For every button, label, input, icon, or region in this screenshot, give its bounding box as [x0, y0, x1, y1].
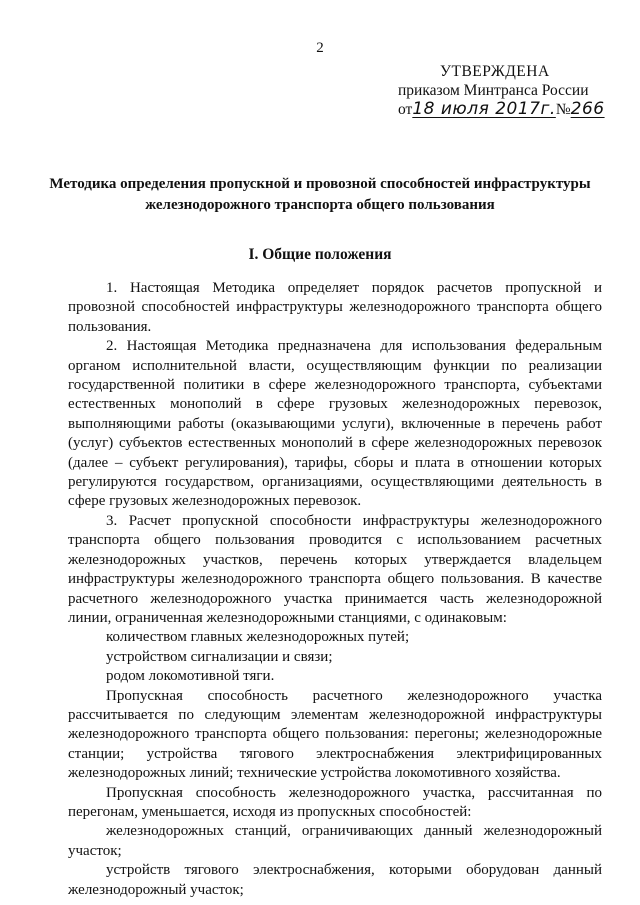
list-item: железнодорожных станций, ограничивающих данный железнодорожный участок;: [68, 823, 602, 859]
page-number: 2: [316, 40, 324, 56]
date-prefix: от: [398, 101, 413, 118]
paragraph-throughput-reduction: Пропускная способность железнодорожного участка, рассчитанная по перегонам, уменьшается, исходя из пропускных способностей:: [68, 784, 602, 820]
handwritten-date: 18 июля 2017г.: [412, 99, 556, 119]
approval-order: приказом Минтранса России: [398, 82, 589, 99]
number-prefix: №: [555, 101, 571, 118]
document-body: [68, 279, 602, 900]
approval-title: УТВЕРЖДЕНА: [440, 63, 550, 80]
approval-stamp: [398, 62, 628, 119]
section-heading: I. Общие положения: [248, 246, 392, 263]
paragraph-3: 3. Расчет пропускной способности инфраструктуры железнодорожного транспорта общего пользования проводится с использованием расчетных железнодорожных участков, перечень которых утверждается владельцем инфраструктуры железнодорожного транспорта общего пользования. В качестве расчетного железнодорожного участка принимается часть железнодорожной линии, ограниченная железнодорожными станциями, с одинаковым:: [68, 512, 602, 626]
paragraph-2: 2. Настоящая Методика предназначена для использования федеральным органом исполнительной власти, осуществляющим функции по реализации государственной политики в сфере железнодорожного транспорта, субъектами естественных монополий в сфере грузовых железнодорожных перевозок, выполняющими работы (оказывающими услуги), включенные в перечень работ (услуг) субъектов естественных монополий в сфере железнодорожных перевозок (далее – субъект регулирования), тарифы, сборы и плата в отношении которых регулируются государством, организациями, осуществляющими деятельность в сфере грузовых железнодорожных перевозок.: [68, 338, 602, 510]
list-item: устройством сигнализации и связи;: [106, 648, 333, 665]
handwritten-number: 266: [570, 99, 605, 119]
paragraph-throughput-elements: Пропускная способность расчетного железнодорожного участка рассчитывается по следующим элементам железнодорожной инфраструктуры железнодорожного транспорта общего пользования: перегоны; железнодорожные станции; устройства тягового электроснабжения электрифицированных железнодорожных линий; технические устройства локомотивного хозяйства.: [68, 687, 602, 782]
list-item: родом локомотивной тяги.: [106, 668, 275, 685]
approval-date-line: [398, 100, 628, 119]
list-item: устройств тягового электроснабжения, которыми оборудован данный железнодорожный участок;: [68, 862, 602, 898]
list-item: количеством главных железнодорожных путей;: [106, 629, 410, 646]
paragraph-1: 1. Настоящая Методика определяет порядок расчетов пропускной и провозной способностей инфраструктуры железнодорожного транспорта общего пользования.: [68, 280, 602, 335]
document-title: Методика определения пропускной и провозной способностей инфраструктуры железнодорожного транспорта общего пользования: [49, 176, 591, 213]
